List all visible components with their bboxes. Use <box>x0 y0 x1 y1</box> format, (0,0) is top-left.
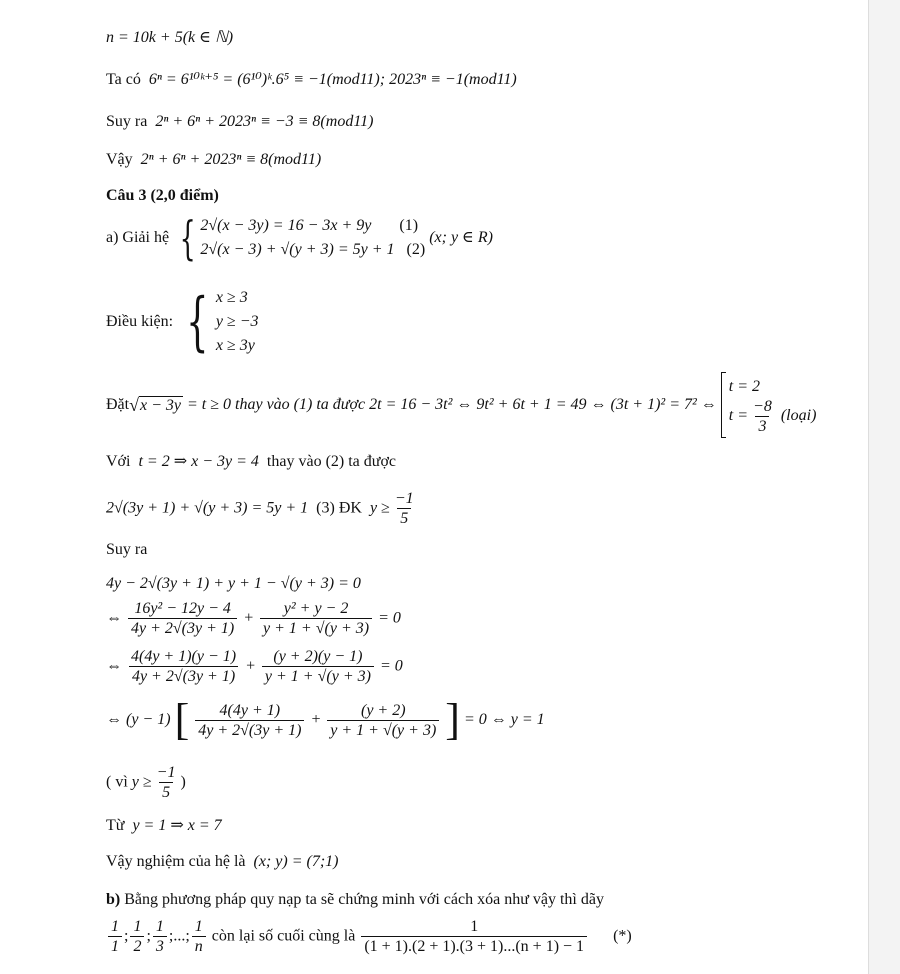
conditions-label: Điều kiện: <box>106 313 174 330</box>
n-form: n = 10k + 5(k ∈ ℕ) <box>106 29 234 46</box>
vay-label: Vậy <box>106 151 133 168</box>
seq-frac-n: $\frac{1}{n}$ <box>192 918 206 955</box>
eq3-cond-frac: $\frac{-1}{5}$ <box>394 490 414 527</box>
final-frac: $\frac{1}{(1 + 1).(2 + 1).(3 + 1)...(n + 1) - 1}$ <box>361 918 587 955</box>
system-equation <box>106 211 493 265</box>
conditions-brace: { x ≥ 3 y ≥ −3 x ≥ 3y <box>186 285 259 359</box>
condition-2: y ≥ −3 <box>215 313 259 330</box>
sqrt-x-3y: √ x − 3y <box>129 394 181 415</box>
equation-1-tag: (1) <box>399 217 419 234</box>
mod-result: 2ⁿ + 6ⁿ + 2023ⁿ ≡ 8(mod11) <box>140 151 322 168</box>
remain-text: còn lại số cuối cùng là <box>211 927 356 945</box>
solution-math: (x; y) = (7;1) <box>253 853 339 870</box>
tu-math: y = 1 ⇒ x = 7 <box>132 817 222 834</box>
page-edge <box>868 0 900 974</box>
mod-6n: 6ⁿ = 6¹⁰ᵏ⁺⁵ = (6¹⁰)ᵏ.6⁵ ≡ −1(mod11); 2023ⁿ ≡ −1(mod11) <box>148 71 517 88</box>
because-line <box>106 764 186 801</box>
part-b-line <box>106 890 604 910</box>
step-3: ⇔ $\frac{4(4y + 1)(y - 1)}{4y + 2√(3y + 1)}$ + $\frac{(y + 2)(y - 1)}{y + 1 + √(y + 3)}$ = 0 <box>106 648 403 685</box>
seq-frac-2: $\frac{1}{2}$ <box>130 918 144 955</box>
part-b-label: b) <box>106 891 121 908</box>
step-2-frac-2: $\frac{\text{y² + y − 2}}{y + 1 + √(y + 3)}$ <box>260 600 372 637</box>
solution-text: Vậy nghiệm của hệ là <box>106 853 246 870</box>
equation-2: 2√(x − 3) + √(y + 3) = 5y + 1 <box>200 241 395 258</box>
case-2-frac: $\frac{-8}{3}$ <box>753 397 772 435</box>
suy-ra-label: Suy ra <box>106 113 148 130</box>
step-1-eq: 4y − 2√(3y + 1) + y + 1 − √(y + 3) = 0 <box>106 575 361 592</box>
tu-label: Từ <box>106 817 125 834</box>
equation-1: 2√(x − 3y) = 16 − 3x + 9y <box>200 217 372 234</box>
part-a-label: a) Giải hệ <box>106 229 170 246</box>
part-b-text: Bằng phương pháp quy nạp ta sẽ chứng minh với cách xóa như vậy thì dãy <box>124 891 604 908</box>
line-vay-1 <box>106 150 321 170</box>
step-3-frac-1: $\frac{4(4y + 1)(y - 1)}{4y + 2√(3y + 1)}$ <box>128 648 239 685</box>
step-4-lead: ⇔ (y − 1) <box>106 711 171 728</box>
line-ta-co <box>106 70 517 90</box>
equation-2-tag: (2) <box>406 241 426 258</box>
case-2-note: (loại) <box>780 406 817 424</box>
seq-frac-1: $\frac{1}{1}$ <box>108 918 122 955</box>
domain-note: (x; y ∈ R) <box>429 229 493 246</box>
suy-ra-2 <box>106 540 147 560</box>
sub-equation: 2t = 16 − 3t² ⇔ 9t² + 6t + 1 = 49 ⇔ (3t + 1)² = 7² ⇔ <box>369 396 717 413</box>
step-2: ⇔ $\frac{\text{16y² − 12y − 4}}{4y + 2√(3y + 1)}$ + $\frac{\text{y² + y − 2}}{y + 1 + √(y + 3)}$ = 0 <box>106 600 401 637</box>
cases-bracket <box>721 372 817 438</box>
because-suffix: ) <box>180 773 186 791</box>
step-1 <box>106 574 361 594</box>
suy-ra-2-label: Suy ra <box>106 541 148 558</box>
line-suy-ra-1 <box>106 112 373 132</box>
with-t-line <box>106 452 396 472</box>
equation-3: 2√(3y + 1) + √(y + 3) = 5y + 1 <box>106 499 309 517</box>
because-prefix: ( vì <box>106 773 128 791</box>
conditions <box>106 286 259 358</box>
from-line <box>106 816 222 836</box>
star-tag: (*) <box>613 927 632 945</box>
condition-1: x ≥ 3 <box>215 289 248 306</box>
dat-label: Đặt <box>106 396 130 413</box>
voi-label: Với <box>106 453 131 470</box>
heading-text: Câu 3 (2,0 điểm) <box>106 187 219 204</box>
with-math: t = 2 ⇒ x − 3y = 4 <box>138 453 259 470</box>
sub-text: = t ≥ 0 thay vào (1) ta được <box>187 396 366 413</box>
step-3-frac-2: $\frac{(y + 2)(y - 1)}{y + 1 + √(y + 3)}$ <box>262 648 374 685</box>
ta-co-label: Ta có <box>106 71 141 88</box>
because-cond: y ≥ <box>131 773 152 791</box>
seq-dots: ;...; <box>168 927 190 945</box>
solution-line <box>106 852 338 872</box>
step-4-frac-2: $\frac{(y + 2)}{y + 1 + √(y + 3)}$ <box>327 702 439 739</box>
mod-sum: 2ⁿ + 6ⁿ + 2023ⁿ ≡ −3 ≡ 8(mod11) <box>155 113 374 130</box>
case-2-lhs: t = <box>728 406 749 424</box>
step-4: ⇔ (y − 1) [ $\frac{4(4y + 1)}{4y + 2√(3y + 1)}$ + $\frac{(y + 2)}{y + 1 + √(y + 3)}$ ] = 0 ⇔ y = 1 <box>106 695 545 744</box>
because-frac: $\frac{-1}{5}$ <box>156 764 176 801</box>
substitution-line <box>106 372 816 438</box>
step-4-frac-1: $\frac{4(4y + 1)}{4y + 2√(3y + 1)}$ <box>195 702 304 739</box>
step-4-end: = 0 ⇔ y = 1 <box>463 711 545 728</box>
case-1: t = 2 <box>728 377 761 395</box>
equation-3-line <box>106 490 419 527</box>
equation-3-tag: (3) ĐK <box>316 499 362 517</box>
line-n-form <box>106 28 233 48</box>
step-2-frac-1: $\frac{\text{16y² − 12y − 4}}{4y + 2√(3y + 1)}$ <box>128 600 237 637</box>
sequence-line: $\frac{1}{1}$ ; $\frac{1}{2}$ ; $\frac{1}{3}$ ;...; $\frac{1}{n}$ còn lại số cuối cùng là $\frac{1}{(1 + 1).(2 + 1).(3 + 1)...(n + 1) - 1}$ (*) <box>106 918 632 955</box>
seq-frac-3: $\frac{1}{3}$ <box>153 918 167 955</box>
condition-3: x ≥ 3y <box>215 337 255 354</box>
system-brace: { 2√(x − 3y) = 16 − 3x + 9y (1) 2√(x − 3) + √(y + 3) = 5y + 1 (2) <box>179 211 426 265</box>
with-suffix: thay vào (2) ta được <box>266 453 397 470</box>
question-heading <box>106 186 219 206</box>
eq3-cond: y ≥ <box>369 499 390 517</box>
